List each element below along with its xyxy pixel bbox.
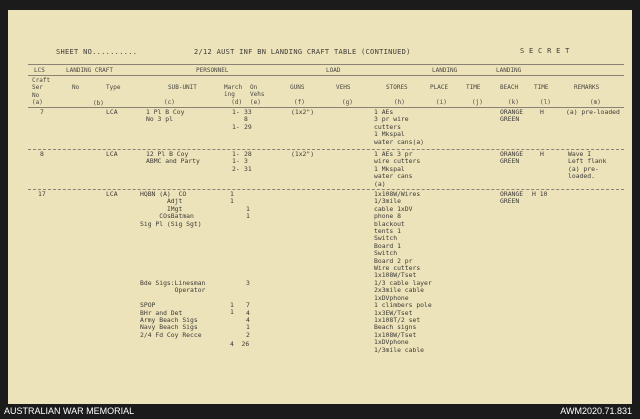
row-type: LCA: [106, 108, 118, 116]
row-beach: ORANGE GREEN: [500, 108, 524, 124]
group-landing-2: LANDING: [496, 67, 522, 74]
sheet-number: SHEET NO..........: [56, 48, 138, 56]
col-craft-ser-no: Craft Ser No (a): [32, 77, 51, 107]
col-marching: March ing (d): [224, 84, 243, 106]
row-type: LCA: [106, 150, 118, 158]
group-landing-craft: LANDING CRAFT: [66, 67, 113, 74]
row-ser-no: 8: [40, 150, 44, 158]
top-rule: [28, 64, 624, 65]
row-sub-unit-continued: Bde Sigs:Linesman Operator SPOP BHr and Det Army Beach Sigs Navy Beach Sigs 2/4 Fd Coy Recce: [140, 279, 206, 339]
row-ser-no: 7: [40, 108, 44, 116]
row-marching: 1 1: [230, 190, 234, 206]
row-sub-unit: 1 Pl B Coy No 3 pl: [146, 108, 185, 124]
col-sub-unit-index: (c): [164, 99, 175, 106]
col-beach: BEACH: [500, 84, 519, 91]
col-time-index: (j): [472, 99, 483, 106]
col-stores-index: (h): [394, 99, 405, 106]
row-time: H 10: [532, 190, 548, 198]
col-time-2-index: (l): [540, 99, 551, 106]
col-stores: STORES: [386, 84, 408, 91]
row-marching-continued: 1 1: [230, 301, 234, 317]
row-marching: 1- 1- 2-: [232, 150, 240, 173]
group-landing: LANDING: [432, 67, 458, 74]
col-type-index: (b): [93, 100, 104, 107]
row-marching: 1- 1-: [232, 108, 240, 131]
col-remarks: REMARKS: [574, 84, 600, 91]
col-time: TIME: [466, 84, 481, 91]
row-guns: (1x2"): [291, 108, 315, 116]
document-title: 2/12 AUST INF BN LANDING CRAFT TABLE (CONTINUED): [194, 48, 411, 56]
row-time: H: [540, 150, 544, 158]
col-type: Type: [106, 84, 121, 91]
row-sub-unit: 12 Pl B Coy ABMC and Party: [146, 150, 200, 166]
col-guns-index: (f): [294, 99, 305, 106]
lcs-heading: LCS: [34, 67, 45, 74]
col-vehs-index: (g): [342, 99, 353, 106]
row-beach: ORANGE GREEN: [500, 190, 524, 206]
col-guns: GUNS: [290, 84, 305, 91]
col-beach-index: (k): [508, 99, 519, 106]
row-type: LCA: [106, 190, 118, 198]
row-remarks: Wave I Left flank (a) pre- loaded.: [568, 150, 607, 181]
row-on-vehs: 33 8 29: [244, 108, 252, 131]
row-beach: ORANGE GREEN: [500, 150, 524, 166]
col-vehs: VEHS: [336, 84, 351, 91]
row-guns: (1x2"): [291, 150, 315, 158]
col-remarks-index: (m): [590, 99, 601, 106]
col-on-vehs: On Vehs (e): [250, 84, 265, 106]
document-page: [8, 10, 632, 404]
row-on-vehs: 28 3 31: [244, 150, 252, 173]
archive-footer: [0, 404, 640, 419]
group-personnel: PERSONNEL: [196, 67, 229, 74]
classification-mark: S E C R E T: [520, 47, 570, 55]
group-load: LOAD: [326, 67, 341, 74]
row-remarks: (a) pre-loaded: [566, 108, 620, 116]
row-ser-no: 17: [38, 190, 46, 198]
col-time-2: TIME: [534, 84, 549, 91]
row-stores: 1 AEs 3 pr wire cutters 1 Mkspal water cans(a): [374, 108, 425, 146]
row-on-vehs: 1 1: [246, 205, 250, 221]
row-time: H: [540, 108, 544, 116]
archive-reference: AWM2020.71.831: [560, 406, 632, 416]
group-rule: [28, 75, 624, 76]
row-stores: 1 AEs 3 pr wire cutters 1 Mkspal water cans (a): [374, 150, 421, 188]
col-sub-unit: SUB-UNIT: [168, 84, 197, 91]
archive-name: AUSTRALIAN WAR MEMORIAL: [4, 406, 135, 416]
col-place-index: (i): [436, 99, 447, 106]
row-stores: 1x108W/Wires 1/3mile cable 1xDV phone 8 blackout tents 1 Switch Board 1 Switch Board 2 pr Wire cutters 1x108W/Tset 1/3 cable layer 2x3mile cable 1xDVphone 1 climbers pole 1x3EW/Tset 1x108T/2 set Beach signs 1x108W/Tset 1xDVphone 1/3mile cable: [374, 190, 432, 354]
row-on-vehs-continued: 3 7 4 4 1 2: [246, 279, 250, 339]
col-place: PLACE: [430, 84, 449, 91]
row-totals: 4 26: [230, 340, 250, 348]
col-no: No: [72, 84, 80, 91]
row-sub-unit: HQBN (A) CO Adjt IMgt COsBatman Sig Pl (Sig Sgt): [140, 190, 202, 228]
